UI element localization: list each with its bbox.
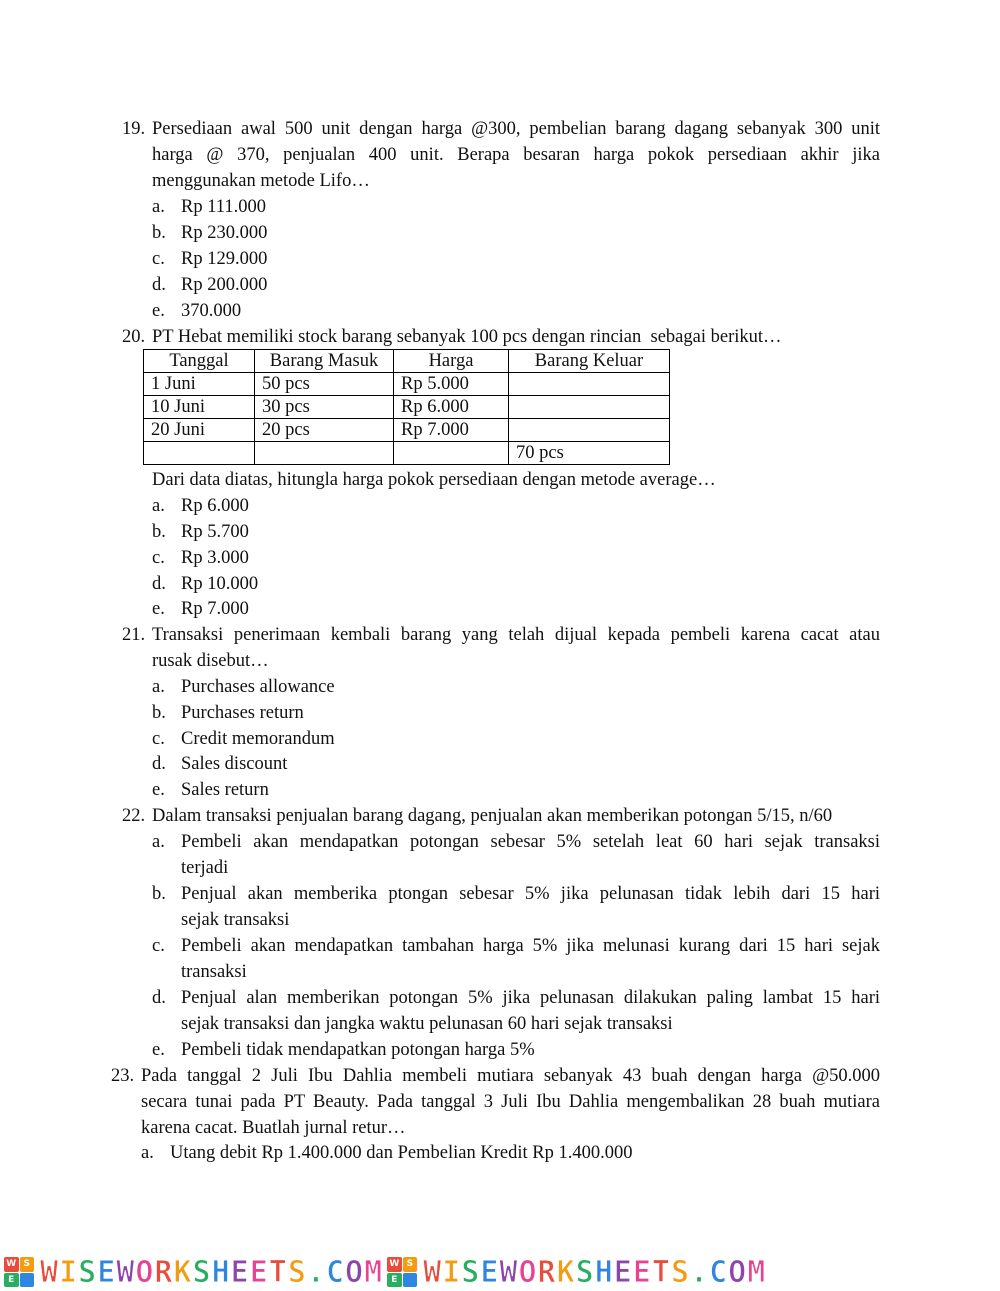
option-text: 370.000: [181, 301, 242, 321]
option-letter: c.: [152, 548, 165, 568]
option-text: Rp 129.000: [181, 249, 268, 269]
option-text-line: Pembeli akan mendapatkan tambahan harga 5% jika melunasi kurang dari 15 hari sejak: [181, 936, 880, 956]
option-text-line: transaksi: [181, 962, 247, 982]
watermark-letter: C: [709, 1254, 729, 1290]
logo-tile: S: [403, 1257, 418, 1272]
watermark-letter: W: [499, 1254, 519, 1290]
table-row: [144, 442, 670, 465]
question-number: 20.: [122, 327, 146, 347]
question-number: 22.: [122, 806, 146, 826]
watermark-letter: S: [461, 1254, 481, 1290]
question-text-line: Transaksi penerimaan kembali barang yang telah dijual kepada pembeli karena cacat atau: [152, 625, 880, 645]
option-text: Rp 230.000: [181, 223, 268, 243]
logo-tile: [403, 1273, 418, 1288]
option-letter: a.: [152, 832, 165, 852]
table-header: Harga: [394, 350, 509, 373]
option-text: Utang debit Rp 1.400.000 dan Pembelian Kredit Rp 1.400.000: [170, 1143, 633, 1163]
watermark-letter: S: [78, 1254, 98, 1290]
table-row: [144, 373, 670, 396]
question-text-line: karena cacat. Buatlah jurnal retur…: [141, 1118, 406, 1138]
question-text-line: Pada tanggal 2 Juli Ibu Dahlia membeli mutiara sebanyak 43 buah dengan harga @50.000: [141, 1066, 880, 1086]
question-number: 23.: [111, 1066, 135, 1086]
watermark-letter: K: [173, 1254, 193, 1290]
watermark-block: [387, 1255, 766, 1290]
option-text: Rp 7.000: [181, 599, 249, 619]
logo-tile: [20, 1273, 35, 1288]
option-letter: e.: [152, 780, 165, 800]
option-text: Rp 3.000: [181, 548, 249, 568]
watermark-letter: E: [613, 1254, 633, 1290]
watermark-text: [423, 1255, 766, 1290]
table-cell: [394, 442, 509, 465]
watermark-text: [40, 1255, 383, 1290]
logo-tile: E: [387, 1273, 402, 1288]
table-row: [144, 396, 670, 419]
watermark-letter: T: [268, 1254, 288, 1290]
option-letter: c.: [152, 729, 165, 749]
watermark-letter: O: [728, 1254, 748, 1290]
option-letter: a.: [141, 1143, 154, 1163]
option-text-line: Pembeli tidak mendapatkan potongan harga 5%: [181, 1040, 535, 1060]
watermark-letter: O: [345, 1254, 365, 1290]
watermark-letter: M: [747, 1254, 767, 1290]
option-text: Credit memorandum: [181, 729, 335, 749]
option-letter: b.: [152, 223, 166, 243]
watermark-letter: R: [537, 1254, 557, 1290]
option-letter: e.: [152, 301, 165, 321]
option-letter: a.: [152, 677, 165, 697]
watermark-letter: E: [230, 1254, 250, 1290]
table-cell: 70 pcs: [509, 442, 670, 465]
option-text-line: Pembeli akan mendapatkan potongan sebesar 5% setelah leat 60 hari sejak transaksi: [181, 832, 880, 852]
option-letter: d.: [152, 988, 166, 1008]
watermark-letter: H: [594, 1254, 614, 1290]
option-text-line: Penjual akan memberika ptongan sebesar 5% jika pelunasan tidak lebih dari 15 hari: [181, 884, 880, 904]
logo-tile: W: [387, 1257, 402, 1272]
option-letter: a.: [152, 197, 165, 217]
question-text-line: Persediaan awal 500 unit dengan harga @300, pembelian barang dagang sebanyak 300 unit: [152, 119, 880, 139]
question-text-line: menggunakan metode Lifo…: [152, 171, 370, 191]
logo-tile: S: [20, 1257, 35, 1272]
watermark-letter: W: [423, 1254, 443, 1290]
table-cell: 20 pcs: [255, 419, 394, 442]
table-cell: 10 Juni: [144, 396, 255, 419]
option-text: Purchases return: [181, 703, 304, 723]
option-text: Sales discount: [181, 754, 288, 774]
option-text: Sales return: [181, 780, 269, 800]
option-text: Rp 6.000: [181, 496, 249, 516]
option-text: Rp 10.000: [181, 574, 259, 594]
watermark-letter: K: [556, 1254, 576, 1290]
table-header: Barang Keluar: [509, 350, 670, 373]
option-text-line: Penjual alan memberikan potongan 5% jika pelunasan dilakukan paling lambat 15 hari: [181, 988, 880, 1008]
option-text: Rp 200.000: [181, 275, 268, 295]
option-text-line: sejak transaksi dan jangka waktu pelunasan 60 hari sejak transaksi: [181, 1014, 673, 1034]
watermark-letter: C: [325, 1254, 345, 1290]
watermark-letter: S: [575, 1254, 595, 1290]
watermark-letter: I: [442, 1254, 462, 1290]
watermark-letter: W: [116, 1254, 136, 1290]
watermark-letter: R: [154, 1254, 174, 1290]
watermark-letter: O: [135, 1254, 155, 1290]
logo-tile: E: [4, 1273, 19, 1288]
watermark-letter: S: [287, 1254, 307, 1290]
table-cell: [255, 442, 394, 465]
watermark-letter: .: [690, 1254, 710, 1290]
table-cell: [509, 419, 670, 442]
watermark-letter: O: [518, 1254, 538, 1290]
option-letter: a.: [152, 496, 165, 516]
watermark-letter: S: [670, 1254, 690, 1290]
question-text-line: Dalam transaksi penjualan barang dagang, penjualan akan memberikan potongan 5/15, n/60: [152, 806, 833, 826]
wiseworksheets-logo-icon: [4, 1257, 34, 1287]
option-letter: d.: [152, 574, 166, 594]
option-letter: d.: [152, 275, 166, 295]
table-cell: [144, 442, 255, 465]
table-cell: [509, 373, 670, 396]
option-text: Rp 111.000: [181, 197, 266, 217]
option-letter: b.: [152, 522, 166, 542]
option-text: Rp 5.700: [181, 522, 249, 542]
watermark-letter: E: [632, 1254, 652, 1290]
option-letter: c.: [152, 936, 165, 956]
watermark-letter: T: [651, 1254, 671, 1290]
table-cell: Rp 5.000: [394, 373, 509, 396]
watermark-letter: S: [192, 1254, 212, 1290]
option-letter: c.: [152, 249, 165, 269]
question-text-line: harga @ 370, penjualan 400 unit. Berapa besaran harga pokok persediaan akhir jika: [152, 145, 880, 165]
watermark-letter: M: [364, 1254, 384, 1290]
footer-watermark: [0, 1253, 1000, 1291]
option-text-line: sejak transaksi: [181, 910, 290, 930]
table-row: [144, 419, 670, 442]
wiseworksheets-logo-icon: [387, 1257, 417, 1287]
table-cell: 30 pcs: [255, 396, 394, 419]
watermark-letter: E: [97, 1254, 117, 1290]
watermark-letter: E: [480, 1254, 500, 1290]
watermark-letter: W: [40, 1254, 60, 1290]
table-cell: Rp 6.000: [394, 396, 509, 419]
table-header-row: [144, 350, 670, 373]
question-text-line: PT Hebat memiliki stock barang sebanyak 100 pcs dengan rincian sebagai berikut…: [152, 327, 782, 347]
option-letter: b.: [152, 703, 166, 723]
table-cell: [509, 396, 670, 419]
watermark-letter: .: [306, 1254, 326, 1290]
stock-table: [143, 349, 670, 465]
option-letter: e.: [152, 599, 165, 619]
question-20-after: Dari data diatas, hitungla harga pokok persediaan dengan metode average…: [152, 470, 716, 490]
question-number: 21.: [122, 625, 146, 645]
table-cell: 20 Juni: [144, 419, 255, 442]
option-text-line: terjadi: [181, 858, 229, 878]
option-text: Purchases allowance: [181, 677, 335, 697]
table-cell: 50 pcs: [255, 373, 394, 396]
watermark-block: [4, 1255, 383, 1290]
question-text-line: rusak disebut…: [152, 651, 269, 671]
table-cell: Rp 7.000: [394, 419, 509, 442]
table-header: Barang Masuk: [255, 350, 394, 373]
option-letter: e.: [152, 1040, 165, 1060]
watermark-letter: H: [211, 1254, 231, 1290]
option-letter: b.: [152, 884, 166, 904]
watermark-letter: I: [59, 1254, 79, 1290]
question-text-line: secara tunai pada PT Beauty. Pada tanggal 3 Juli Ibu Dahlia mengembalikan 28 buah mutiara: [141, 1092, 880, 1112]
logo-tile: W: [4, 1257, 19, 1272]
table-cell: 1 Juni: [144, 373, 255, 396]
question-number: 19.: [122, 119, 146, 139]
table-header: Tanggal: [144, 350, 255, 373]
option-letter: d.: [152, 754, 166, 774]
watermark-letter: E: [249, 1254, 269, 1290]
